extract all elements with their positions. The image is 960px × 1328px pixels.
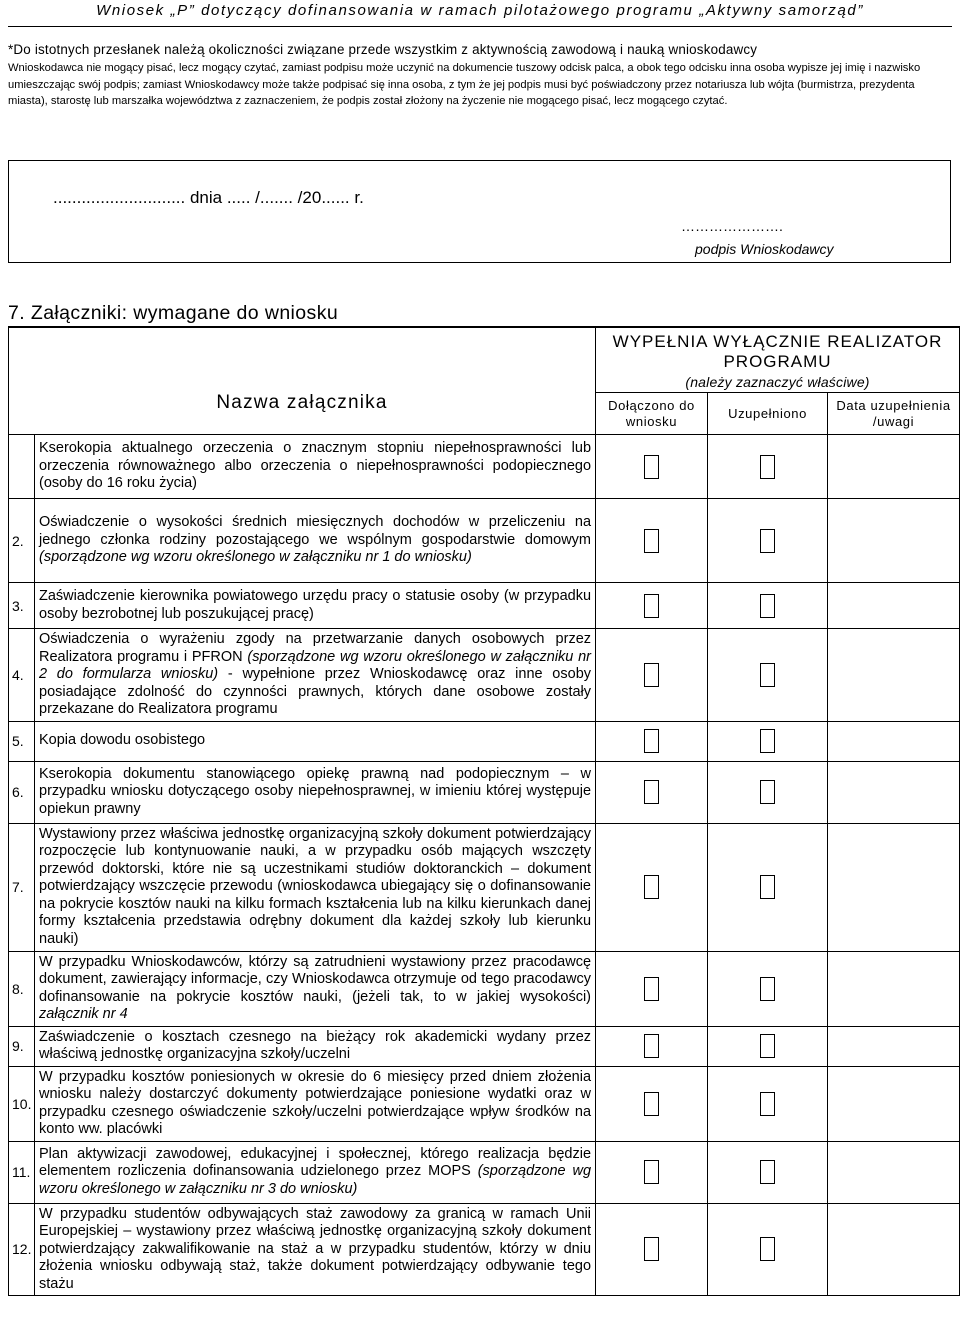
date-remarks-cell[interactable] [828,823,960,951]
attachment-text-pre: W przypadku studentów odbywających staż zawodowy za granicą w ramach Unii Europejskiej – wystawiony przez właściwą jednostkę organizacyjną szkoły dokument potwierdzający zakwalifikowanie na staż a w przypadku studentów, którzy w dniu złożenia wniosku odbywają staż, także dokument potwierdzający odbywanie tego stażu [39,1205,592,1292]
cell-attached [596,583,708,629]
completed-checkbox[interactable] [760,594,775,618]
cell-attached [596,761,708,823]
attachment-text-pre: Wystawiony przez właściwa jednostkę organizacyjną szkoły dokument potwierdzający rozpoczęcie lub kontynuowanie nauki, a w przypadku osób mających wszczęty przewód doktorski, które nie są uczestnikami studiów doktoranckich – dokument potwierdzający wszczęcie przewodu (wnioskodawca ubiegający się o dofinansowanie na pokrycie kosztów nauki na kilku formach kształcenia lub na kilku kierunkach danej formy kształcenia przedstawia odrębny dokument dla każdej szkoły lub kierunku nauki) [39,825,592,947]
row-number: 4. [9,629,35,722]
column-header-name-label: Nazwa załącznika [216,392,388,413]
attachment-name [35,583,596,629]
realizator-header-label: WYPEŁNIA WYŁĄCZNIE REALIZATOR PROGRAMU [612,332,943,371]
row-number: 10. [9,1066,35,1141]
realizator-header [596,327,960,393]
cell-completed [708,499,828,583]
attached-checkbox[interactable] [644,1160,659,1184]
cell-completed [708,583,828,629]
cell-completed [708,435,828,499]
attachment-text-post: - wypełnione przez Wnioskodawcę oraz inne osoby posiadające zdolność do czynności prawnych, których dane osobowe zostały przekazane do Realizatora programu [39,666,592,717]
signature-date-line[interactable]: ............................ dnia ..... /....... /20...... r. [53,188,364,207]
row-number: 9. [9,1026,35,1066]
table-row [9,583,960,629]
date-remarks-cell[interactable] [828,1026,960,1066]
column-header-name [9,327,596,435]
table-row [9,761,960,823]
table-row [9,1203,960,1296]
attachment-text-pre: Oświadczenia o wyrażeniu zgody na przetwarzanie danych osobowych przez Realizatora programu i PFRON [39,631,592,665]
cell-completed [708,1203,828,1296]
attachment-name [35,1141,596,1203]
attachment-text-pre: Kopia dowodu osobistego [39,732,206,749]
column-header-attached: Dołączono do wniosku [596,393,708,435]
attachments-table [8,326,960,1296]
date-remarks-cell[interactable] [828,951,960,1026]
attachment-name [35,761,596,823]
attached-checkbox[interactable] [644,875,659,899]
cell-completed [708,1141,828,1203]
row-number: 11. [9,1141,35,1203]
row-number: 3. [9,583,35,629]
attached-checkbox[interactable] [644,729,659,753]
attachment-text-pre: Plan aktywizacji zawodowej, edukacyjnej i społecznej, którego realizacja będzie elementem rozliczenia dofinansowania udzielonego przez MOPS [39,1145,592,1180]
cell-completed [708,1066,828,1141]
cell-completed [708,951,828,1026]
completed-checkbox[interactable] [760,1160,775,1184]
cell-completed [708,823,828,951]
date-remarks-cell[interactable] [828,761,960,823]
completed-checkbox[interactable] [760,780,775,804]
cell-attached [596,435,708,499]
date-remarks-cell[interactable] [828,499,960,583]
attached-checkbox[interactable] [644,594,659,618]
attachment-name [35,499,596,583]
attached-checkbox[interactable] [644,780,659,804]
table-row [9,1066,960,1141]
note-title: *Do istotnych przesłanek należą okoliczności związane przede wszystkim z aktywnością zawodową i nauką wnioskodawcy [8,42,758,57]
cell-attached [596,499,708,583]
table-row [9,1141,960,1203]
attached-checkbox[interactable] [644,663,659,687]
completed-checkbox[interactable] [760,1237,775,1261]
completed-checkbox[interactable] [760,977,775,1001]
date-remarks-cell[interactable] [828,721,960,761]
row-number: 12. [9,1203,35,1296]
attachment-text-pre: W przypadku Wnioskodawców, którzy są zatrudnieni wystawiony przez pracodawcę dokument, zawierający informacje, czy Wnioskodawca otrzymuje od tego pracodawcy dofinansowanie na pokrycie kosztów nauki, (jeżeli tak, to w jakiej wysokości) [39,953,592,1005]
row-number [9,435,35,499]
attachment-text-pre: Zaświadczenie kierownika powiatowego urzędu pracy o statusie osoby (w przypadku osoby bezrobotnej lub poszukującej pracę) [39,588,592,622]
attachment-text-pre: Oświadczenie o wysokości średnich miesięcznych dochodów w przeliczeniu na jednego członka rodziny pozostającego we wspólnym gospodarstwie domowym [39,514,592,548]
column-header-completed: Uzupełniono [708,393,828,435]
attachment-text-it: (sporządzone wg wzoru określonego w załączniku nr 3 do wniosku) [39,1163,592,1197]
cell-attached [596,1066,708,1141]
attachment-text-pre: Kserokopia aktualnego orzeczenia o znacznym stopniu niepełnosprawności lub orzeczenia równoważnego albo orzeczenia o niepełnosprawności podopiecznego (osoby do 16 roku życia) [39,440,592,492]
table-row [9,629,960,722]
completed-checkbox[interactable] [760,875,775,899]
attachment-name [35,951,596,1026]
row-number: 8. [9,951,35,1026]
attached-checkbox[interactable] [644,977,659,1001]
signature-line[interactable]: …………………. [681,218,783,234]
cell-attached [596,1026,708,1066]
date-remarks-cell[interactable] [828,1066,960,1141]
table-row [9,499,960,583]
table-row [9,1026,960,1066]
cell-attached [596,823,708,951]
cell-attached [596,1141,708,1203]
cell-completed [708,629,828,722]
date-remarks-cell[interactable] [828,1141,960,1203]
attachment-name [35,1066,596,1141]
column-header-date: Data uzupełnienia /uwagi [828,393,960,435]
attachment-text-pre: W przypadku kosztów poniesionych w okresie do 6 miesięcy przed dniem złożenia wniosku należy dostarczyć dokumenty potwierdzające poniesione wydatki oraz w przypadku czesnego oświadczenie szkoły/uczelni potwierdzające wpływ środków na konto ww. placówki [39,1068,592,1137]
attached-checkbox[interactable] [644,1034,659,1058]
completed-checkbox[interactable] [760,729,775,753]
attached-checkbox[interactable] [644,455,659,479]
date-remarks-cell[interactable] [828,1203,960,1296]
table-row [9,823,960,951]
cell-completed [708,761,828,823]
signature-label: podpis Wnioskodawcy [695,241,834,257]
completed-checkbox[interactable] [760,455,775,479]
cell-completed [708,721,828,761]
cell-completed [708,1026,828,1066]
attachment-name [35,823,596,951]
row-number: 2. [9,499,35,583]
date-remarks-cell[interactable] [828,629,960,722]
date-remarks-cell[interactable] [828,583,960,629]
cell-attached [596,721,708,761]
completed-checkbox[interactable] [760,663,775,687]
cell-attached [596,629,708,722]
attached-checkbox[interactable] [644,529,659,553]
table-row [9,435,960,499]
cell-attached [596,1203,708,1296]
realizator-header-note: (należy zaznaczyć właściwe) [685,374,870,390]
completed-checkbox[interactable] [760,1092,775,1116]
section-title: 7. Załączniki: wymagane do wniosku [8,302,339,324]
note-body: Wnioskodawca nie mogący pisać, lecz mogący czytać, zamiast podpisu może uczynić na dokumencie tuszowy odcisk palca, a obok tego odcisku inna osoba wypisze jej imię i nazwisko umieszczając swój podpis; zamiast Wnioskodawcy może także podpisać się inna osoba, z tym że jej podpis musi być poświadczony przez notariusza lub wójta (burmistrza, prezydenta miasta), starostę lub marszałka województwa z zaznaczeniem, że podpis został złożony na życzenie nie mogącego pisać, lecz mogącego czytać. [8,62,921,107]
table-row [9,721,960,761]
attachment-name [35,1026,596,1066]
row-number: 6. [9,761,35,823]
completed-checkbox[interactable] [760,529,775,553]
signature-box [8,160,951,263]
attachment-text-it: załącznik nr 4 [39,1006,128,1022]
attachment-text-it: (sporządzone wg wzoru określonego w załączniku nr 2 do formularza wniosku) [39,648,592,682]
attachment-name [35,1203,596,1296]
attached-checkbox[interactable] [644,1092,659,1116]
attachment-name [35,435,596,499]
header-divider [8,26,952,27]
attachment-name [35,629,596,722]
attachment-text-pre: Kserokopia dokumentu stanowiącego opiekę prawną nad podopiecznym – w przypadku wniosku dotyczącego osoby niepełnosprawnej, w imieniu której występuje opiekun prawny [39,765,592,817]
attachment-text-pre: Zaświadczenie o kosztach czesnego na bieżący rok akademicki wydany przez właściwą jednostkę organizacyjna szkoły/uczelni [39,1028,592,1062]
row-number: 5. [9,721,35,761]
cell-attached [596,951,708,1026]
attachment-name [35,721,596,761]
table-row [9,951,960,1026]
date-remarks-cell[interactable] [828,435,960,499]
completed-checkbox[interactable] [760,1034,775,1058]
form-header-title: Wniosek „P” dotyczący dofinansowania w ramach pilotażowego programu „Aktywny samorząd” [96,2,864,19]
attachment-text-it: (sporządzone wg wzoru określonego w załączniku nr 1 do wniosku) [39,549,472,566]
attached-checkbox[interactable] [644,1237,659,1261]
row-number: 7. [9,823,35,951]
